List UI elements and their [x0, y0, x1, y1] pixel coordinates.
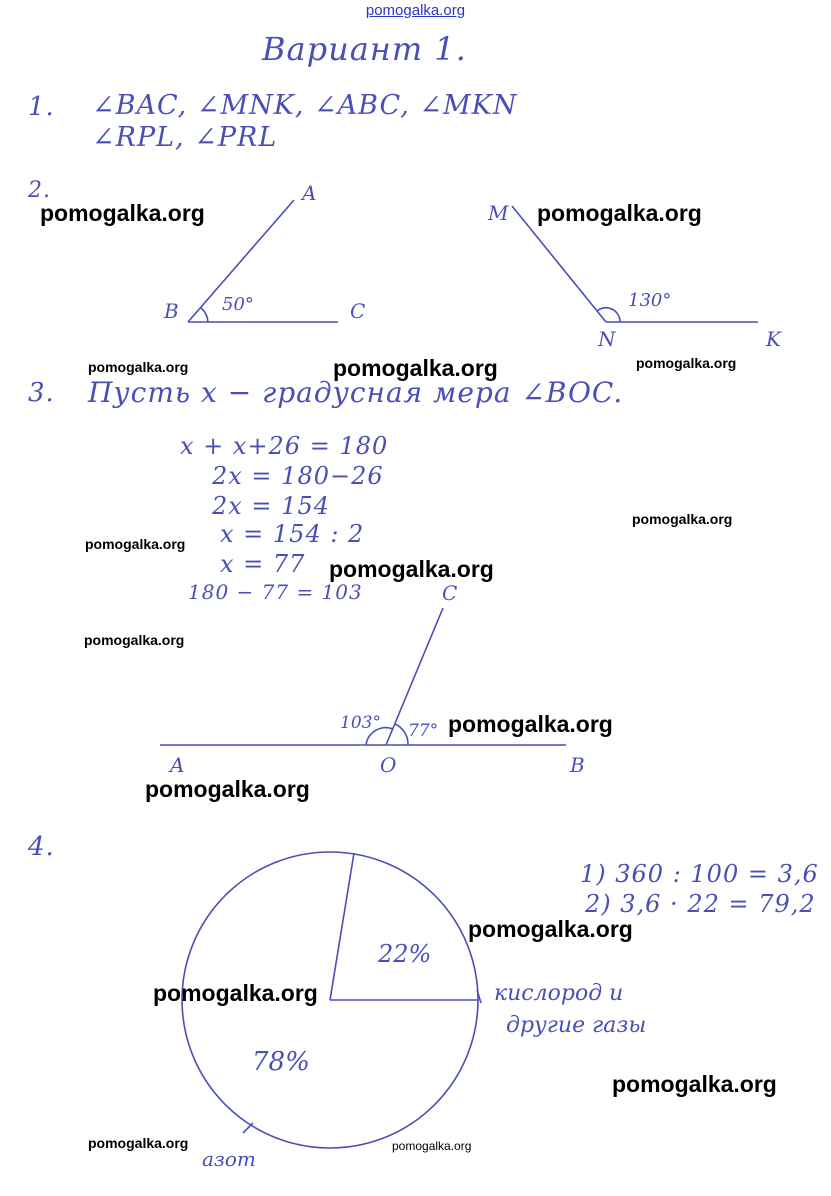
angle-abc-ray1-label: A — [302, 181, 317, 205]
angle-mnk-ray2-label: K — [766, 327, 781, 351]
equation-5: x = 77 — [220, 550, 306, 578]
task4-calc2: 2) 3,6 · 22 = 79,2 — [585, 890, 816, 918]
angle-mnk-vertex-label: N — [598, 327, 616, 351]
angle-abc-measure: 50° — [222, 294, 254, 315]
watermark: pomogalka.org — [88, 359, 189, 375]
watermark: pomogalka.org — [333, 355, 498, 381]
task1-number: 1. — [28, 92, 55, 122]
sector-large-label: азот — [202, 1147, 256, 1171]
task3-statement: Пусть x − градусная мера ∠BOC. — [88, 376, 624, 409]
watermark: pomogalka.org — [448, 711, 613, 737]
watermark: pomogalka.org — [40, 200, 205, 226]
equation-3: 2x = 154 — [212, 492, 330, 520]
equation-1: x + x+26 = 180 — [180, 432, 389, 460]
pie-diagram — [182, 852, 646, 1171]
angle-mnk-ray1-label: M — [488, 201, 509, 225]
angle-abc-ray2-label: C — [350, 299, 366, 323]
sector-large-percent: 78% — [252, 1047, 310, 1077]
task3-number: 3. — [28, 378, 55, 408]
watermark: pomogalka.org — [468, 916, 633, 942]
task1-line1: ∠BAC, ∠MNK, ∠ABC, ∠MKN — [92, 90, 518, 121]
point-b-label: B — [570, 753, 585, 777]
watermark: pomogalka.org — [392, 1139, 472, 1153]
task4-calc1: 1) 360 : 100 = 3,6 — [580, 860, 819, 888]
equation-6: 180 − 77 = 103 — [188, 580, 363, 604]
site-watermark-top[interactable]: pomogalka.org — [365, 2, 466, 19]
angle-abc-vertex-label: B — [164, 299, 179, 323]
adjacent-angles-figure — [160, 581, 585, 777]
point-o-label: O — [380, 753, 397, 777]
equation-4: x = 154 : 2 — [220, 520, 365, 548]
watermark: pomogalka.org — [636, 355, 737, 371]
watermark: pomogalka.org — [537, 200, 702, 226]
watermark: pomogalka.org — [145, 776, 310, 802]
watermark: pomogalka.org — [84, 632, 185, 648]
equation-2: 2x = 180−26 — [212, 462, 384, 490]
sector-small-percent: 22% — [378, 940, 432, 968]
point-a-label: A — [170, 753, 185, 777]
sector-small-label-line2: другие газы — [506, 1013, 647, 1038]
watermark: pomogalka.org — [632, 511, 733, 527]
angle-aoc-measure: 103° — [340, 713, 381, 733]
watermark: pomogalka.org — [153, 980, 318, 1006]
sector-small-label-line1: кислород и — [494, 981, 624, 1006]
watermark: pomogalka.org — [612, 1071, 777, 1097]
watermark: pomogalka.org — [85, 536, 186, 552]
point-c-label: C — [442, 581, 458, 605]
page-title: Вариант 1. — [262, 30, 467, 68]
task2-number: 2. — [28, 178, 51, 203]
watermark: pomogalka.org — [88, 1135, 189, 1151]
angle-mnk-measure: 130° — [628, 290, 672, 311]
task1-line2: ∠RPL, ∠PRL — [92, 122, 278, 153]
task4-number: 4. — [28, 832, 55, 862]
watermark: pomogalka.org — [329, 556, 494, 582]
angle-boc-measure: 77° — [408, 721, 439, 741]
